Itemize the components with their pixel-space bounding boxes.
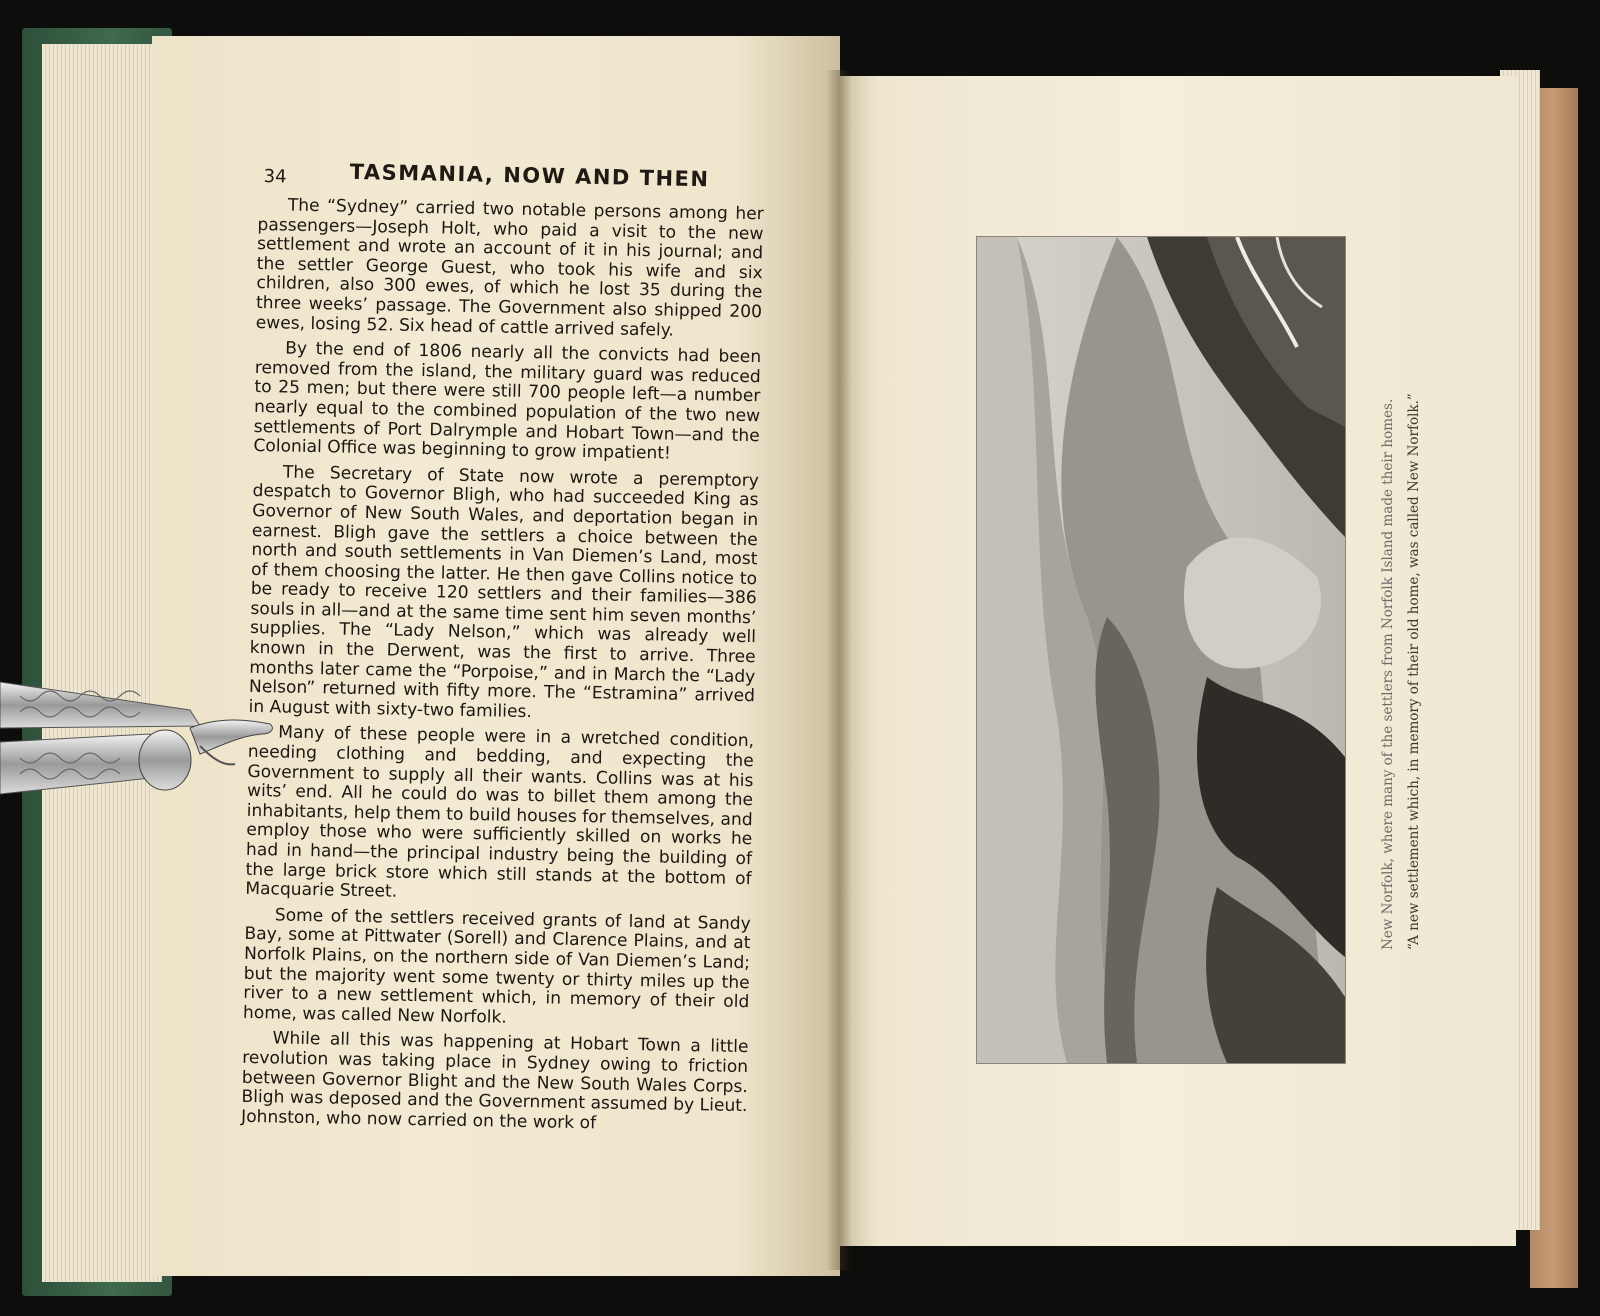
book-gutter [826,70,852,1270]
book-title: TASMANIA, NOW AND THEN [349,159,710,192]
paragraph: By the end of 1806 nearly all the convicts had been removed from the island, the military guard was reduced to 25 men; but there were still 700 people left—a number nearly equal to the combined population of the two new settlements of Port Dalrymple and Hobart Town—and the Colonial Office was beginning to grow impatient! [253,338,762,464]
bookmark-clip-icon [0,676,290,796]
paragraph: While all this was happening at Hobart Town a little revolution was taking place in Sydney owing to friction between Governor Blight and the New South Wales Corps. Bligh was deposed and the Government assumed by Lieut. Johnston, who now carried on the work of [240,1028,749,1134]
paragraph: The Secretary of State now wrote a peremptory despatch to Governor Bligh, who had succeeded King as Governor of New South Wales, and deportation began in earnest. Bligh gave the settlers a choice between the north and south settlements in Van Diemen’s Land, most of them choosing the latter. He then gave Collins notice to be ready to receive 120 settlers and their families—386 souls in all—and at the same time sent him seven months’ supplies. The “Lady Nelson,” which was already well known in the Derwent, was the first to arrive. Three months later came the “Porpoise,” and in March the “Lady Nelson” returned with fifty more. The “Estramina” arrived in August with sixty-two families. [248,462,760,722]
paragraph: Many of these people were in a wretched condition, needing clothing and bedding, and expecting the Government to supply all their wants. Collins was at his wits’ end. All he could do was to billet them among the inhabitants, help them to build houses for themselves, and employ those who were sufficiently skilled on works he had in hand—the principal industry being the building of the large brick store which still stands at the bottom of Macquarie Street. [245,722,755,902]
page-edges-left [42,44,162,1282]
landscape-photo [977,237,1345,1063]
caption-line-2: “A new settlement which, in memory of their old home, was called New Norfolk.” [1406,393,1422,950]
caption-line-1: New Norfolk, where many of the settlers from Norfolk Island made their homes. [1380,398,1396,950]
plate-caption [1360,350,1440,950]
landscape-photo-plate [976,236,1346,1064]
paragraph: The “Sydney” carried two notable persons among her passengers—Joseph Holt, who paid a visit to the new settlement and wrote an account of it in his journal; and the settler George Guest, who took his wife and six children, also 300 ewes, of which he lost 35 during the three weeks’ passage. The Government also shipped 200 ewes, losing 52. Six head of cattle arrived safely. [255,195,764,341]
silver-page-clip [0,676,290,796]
body-text [241,196,764,1142]
page-number: 34 [263,165,287,188]
paragraph: Some of the settlers received grants of land at Sandy Bay, some at Pittwater (Sorell) and Clarence Plains, and at Norfolk Plains, on the northern side of Van Diemen’s Land; but the majority went some twenty or thirty miles up the river to a new settlement which, in memory of their old home, was called New Norfolk. [242,905,751,1028]
